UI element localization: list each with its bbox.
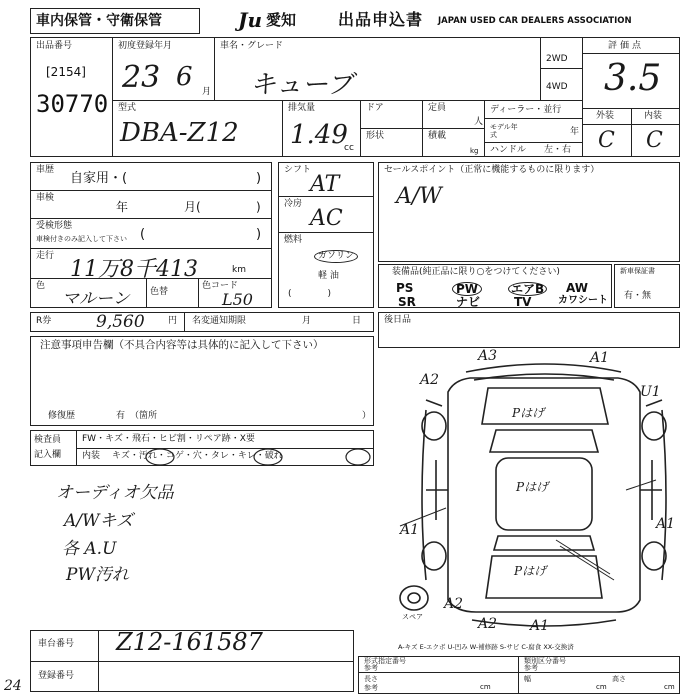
model-value: DBA-Z12 xyxy=(120,118,239,148)
inspector-circles xyxy=(140,446,380,468)
shift-label: シフト xyxy=(284,165,312,175)
equip-ps: PS xyxy=(396,281,414,295)
equip-sr: SR xyxy=(398,295,416,309)
registration-year: 23 xyxy=(122,60,161,95)
diagram-label-a1-right: A1 xyxy=(656,516,676,532)
spec-box xyxy=(358,656,680,694)
drive-2wd: 2WD xyxy=(546,54,568,64)
displacement-value: 1.49 xyxy=(290,120,348,150)
mileage-value: 11万8千413 xyxy=(70,257,198,282)
mileage-label: 走行 xyxy=(36,251,55,261)
tax-month: 月 xyxy=(302,316,312,326)
equip-leather: カワシート xyxy=(558,295,608,306)
color-label: 色 xyxy=(36,281,46,291)
inspector-row2-label: 内装 xyxy=(82,451,101,461)
spare-label: スペア xyxy=(402,613,423,621)
diagram-label-a3: A3 xyxy=(478,348,498,364)
color-change-label: 色替 xyxy=(150,287,169,297)
inspector-row1: FW・キズ・飛石・ヒビ割・リペア跡・X要 xyxy=(82,434,255,444)
repair-paren: （箇所 xyxy=(130,411,158,421)
sales-point-label: セールスポイント（正常に機能するものに限ります） xyxy=(384,165,600,175)
note-2: A/Wキズ xyxy=(64,511,134,531)
score-value: 3.5 xyxy=(604,58,662,99)
car-name-label: 車名・グレード xyxy=(220,41,284,51)
repair-value: 有 xyxy=(116,411,126,421)
history-close: ) xyxy=(256,171,262,186)
spec-box1-sub: 参考 xyxy=(364,664,378,672)
chassis-value: Z12-161587 xyxy=(116,628,263,656)
color-value: マルーン xyxy=(62,289,130,309)
inspector-label: 検査員 xyxy=(34,435,62,445)
diagram-label-a2-bottom: A2 xyxy=(478,616,498,632)
model-label: 型式 xyxy=(118,103,137,113)
spec-box2-label: 類別区分番号 xyxy=(524,657,566,665)
form-title: 出品申込書 xyxy=(338,10,424,29)
inspection-label: 車検 xyxy=(36,193,55,203)
width-label: 幅 xyxy=(524,675,531,683)
handle-opts: 左・右 xyxy=(544,145,572,155)
capacity-label: 定員 xyxy=(428,103,447,113)
spec-box1-label: 形式指定番号 xyxy=(364,657,406,665)
reception-open: ( xyxy=(140,227,146,242)
reception-close: ) xyxy=(256,227,262,242)
spec-ref-label-1: 参考 xyxy=(364,684,378,692)
displacement-label: 排気量 xyxy=(288,103,316,113)
length-unit: cm xyxy=(480,683,491,691)
handle-label: ハンドル xyxy=(490,145,527,155)
equip-pw: PW xyxy=(452,282,482,296)
spec-box2-sub: 参考 xyxy=(524,664,538,672)
corner-mark: 24 xyxy=(4,678,22,694)
recycle-unit: 円 xyxy=(168,316,178,326)
exterior-label: 外装 xyxy=(596,111,615,121)
registration-month: 6 xyxy=(176,62,193,92)
interior-grade: C xyxy=(646,128,663,153)
history-value: 自家用・( xyxy=(70,171,128,186)
note-3: 各 A.U xyxy=(62,539,117,559)
lot-label: 出品番号 xyxy=(36,41,73,51)
length-label: 長さ xyxy=(364,675,378,683)
fuel-other: ( ) xyxy=(288,289,332,299)
dealer-label: ディーラー・並行 xyxy=(490,105,562,115)
storage-label: 車内保管・守衛保管 xyxy=(36,13,162,29)
equip-aw: AW xyxy=(566,281,588,295)
warranty-opts: 有・無 xyxy=(624,291,652,301)
equip-tv: TV xyxy=(514,295,532,309)
displacement-unit: cc xyxy=(344,143,354,153)
width-unit: cm xyxy=(596,683,607,691)
aftermarket-box xyxy=(378,312,680,348)
diagram-label-u1: U1 xyxy=(640,384,661,400)
damage-legend: A-キズ E-エクボ U-凹み W-補修跡 S-サビ C-腐食 XX-交換済 xyxy=(398,643,574,651)
note-1: オーディオ欠品 xyxy=(56,483,174,503)
inspector-entry-label: 記入欄 xyxy=(34,450,62,460)
recycle-label: R券 xyxy=(36,316,52,326)
mileage-unit: km xyxy=(232,265,246,275)
model-year-unit: 年 xyxy=(570,127,580,137)
shift-value: AT xyxy=(310,172,340,197)
panel-mark-hood: Pはげ xyxy=(512,406,545,420)
equip-navi: ナビ xyxy=(456,295,481,309)
inspection-close: ) xyxy=(256,200,261,214)
model-year-label: モデル年式 xyxy=(490,123,518,139)
repair-label: 修復歴 xyxy=(48,411,76,421)
sales-point-box xyxy=(378,162,680,262)
inspection-month: 月( xyxy=(184,200,201,214)
exterior-grade: C xyxy=(598,128,615,153)
interior-label: 内装 xyxy=(644,111,663,121)
diagram-label-a1-left: A1 xyxy=(400,522,420,538)
ac-value: AC xyxy=(310,206,343,231)
capacity-unit: 人 xyxy=(474,117,484,127)
load-label: 積載 xyxy=(428,131,447,141)
plate-label: 登録番号 xyxy=(38,671,75,681)
diagram-label-a1-bottom: A1 xyxy=(530,618,550,634)
doors-label: ドア xyxy=(366,103,384,113)
score-label: 評価点 xyxy=(608,41,645,51)
fuel-diesel: 軽 油 xyxy=(318,271,339,281)
sales-point-value: A/W xyxy=(396,184,442,209)
lot-number: 30770 xyxy=(36,90,109,118)
region-label: 愛知 xyxy=(266,11,297,29)
ju-logo: Ju xyxy=(238,8,263,32)
tax-label: 名変通知期限 xyxy=(192,316,247,326)
tax-day: 日 xyxy=(352,316,362,326)
history-label: 車歴 xyxy=(36,165,55,175)
recycle-value: 9,560 xyxy=(96,312,145,332)
reception-note: 車検付きのみ記入して下さい xyxy=(36,235,127,243)
registration-month-unit: 月 xyxy=(202,87,212,97)
diagram-label-a2-left: A2 xyxy=(420,372,440,388)
panel-mark-roof: Pはげ xyxy=(516,480,549,494)
note-4: PW汚れ xyxy=(66,565,129,585)
color-code-value: L50 xyxy=(222,290,253,309)
height-label: 高さ xyxy=(612,675,626,683)
notes-label: 注意事項申告欄（不具合内容等は具体的に記入して下さい） xyxy=(40,339,324,351)
equip-airbag: エアB xyxy=(508,282,547,296)
chassis-label: 車台番号 xyxy=(38,639,75,649)
panel-mark-rear: Pはげ xyxy=(514,564,547,578)
equipment-label: 装備品(純正品に限り○をつけてください) xyxy=(392,267,560,277)
diagram-label-a1-top: A1 xyxy=(590,350,610,366)
car-name-value: キューブ xyxy=(250,70,353,100)
repair-close: ） xyxy=(362,411,372,421)
ac-label: 冷房 xyxy=(284,199,303,209)
inspector-row2: キズ・汚れ・コゲ・穴・タレ・キレ・破れ xyxy=(112,451,283,461)
diagram-label-a2-rear: A2 xyxy=(444,596,464,612)
shape-label: 形状 xyxy=(366,131,385,141)
color-code-label: 色コード xyxy=(202,281,239,291)
association-name: JAPAN USED CAR DEALERS ASSOCIATION xyxy=(438,16,632,26)
warranty-label: 新車保証書 xyxy=(620,267,655,275)
aftermarket-label: 後日品 xyxy=(384,315,412,325)
lot-sub-number: [2154] xyxy=(46,65,86,79)
inspection-year: 年 xyxy=(116,200,129,214)
registration-label: 初度登録年月 xyxy=(118,41,173,51)
drive-4wd: 4WD xyxy=(546,82,568,92)
fuel-label: 燃料 xyxy=(284,235,303,245)
reception-label: 受検形態 xyxy=(36,221,73,231)
height-unit: cm xyxy=(664,683,675,691)
load-unit: kg xyxy=(470,147,479,155)
fuel-gasoline: ガソリン xyxy=(314,250,358,263)
